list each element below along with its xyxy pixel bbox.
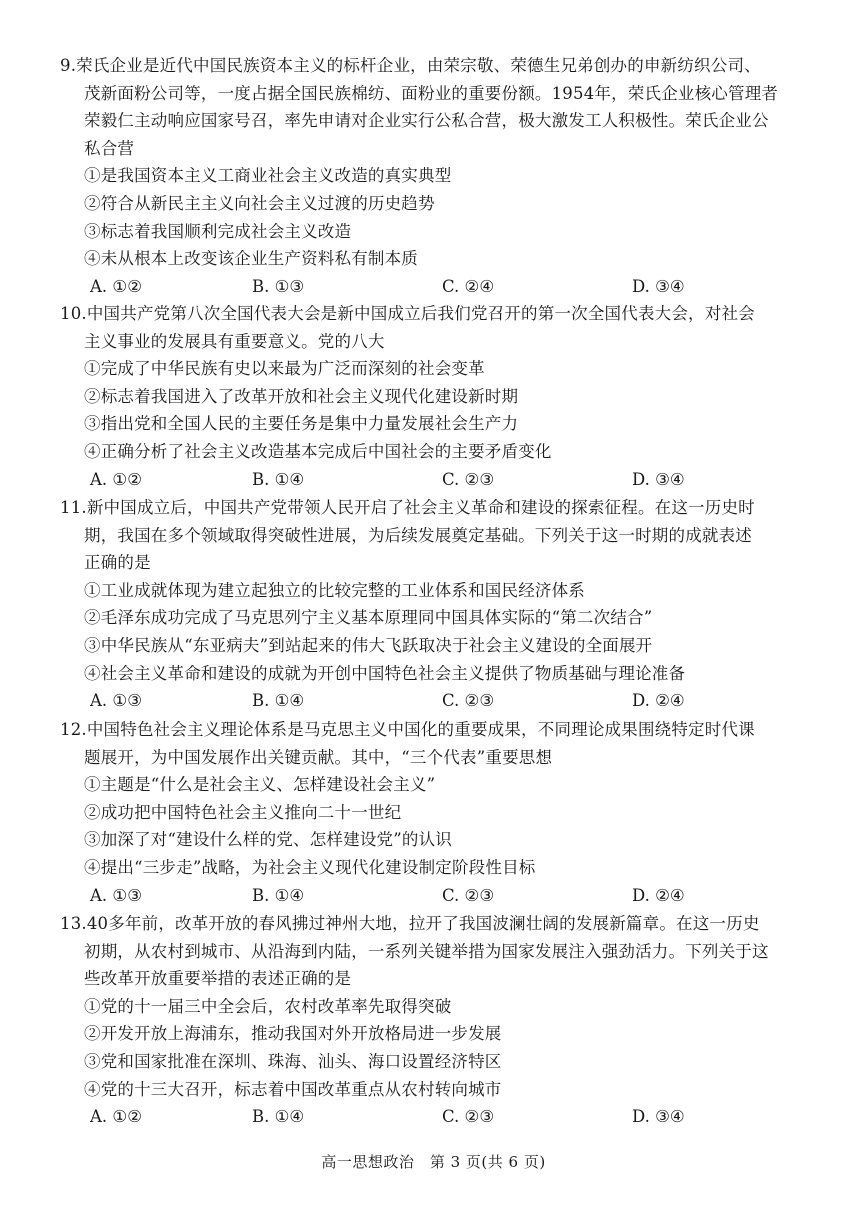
option-c: C. ②③ (442, 691, 495, 711)
answer-options (60, 273, 810, 301)
option-b: B. ①③ (252, 276, 305, 296)
statement-item: ①主题是“什么是社会主义、怎样建设社会主义” (84, 775, 436, 795)
statement-item: ①党的十一届三中全会后，农村改革率先取得突破 (84, 996, 452, 1016)
statement-item: ④社会主义革命和建设的成就为开创中国特色社会主义提供了物质基础与理论准备 (84, 663, 686, 683)
option-d: D. ②④ (632, 691, 685, 711)
statement-item: ②毛泽东成功完成了马克思列宁主义基本原理同中国具体实际的“第二次结合” (84, 608, 653, 628)
option-a: A. ①③ (90, 691, 142, 711)
statement-item: ③中华民族从“东亚病夫”到站起来的伟大飞跃取决于社会主义建设的全面展开 (84, 635, 653, 655)
option-d: D. ③④ (632, 469, 685, 489)
option-c: C. ②③ (442, 1107, 495, 1127)
statement-item: ②成功把中国特色社会主义推向二十一世纪 (84, 802, 402, 822)
option-b: B. ①④ (252, 691, 305, 711)
page-footer: 高一思想政治 第 3 页(共 6 页) (321, 1153, 546, 1171)
option-a: A. ①② (90, 469, 142, 489)
option-d: D. ③④ (632, 1107, 685, 1127)
statement-item: ④未从根本上改变该企业生产资料私有制本质 (84, 249, 418, 269)
statement-item: ③标志着我国顺利完成社会主义改造 (84, 221, 352, 241)
option-b: B. ①④ (252, 885, 305, 905)
question-13 (60, 910, 810, 1131)
question-stem-line: 12.中国特色社会主义理论体系是马克思主义中国化的重要成果，不同理论成果围绕特定时代课 (60, 720, 755, 739)
question-stem-line: 荣毅仁主动响应国家号召，率先申请对企业实行公私合营，极大激发工人积极性。荣氏企业公 (84, 111, 769, 131)
question-11 (60, 494, 810, 715)
answer-options (60, 466, 810, 494)
statement-item: ③加深了对“建设什么样的党、怎样建设党”的认识 (84, 830, 452, 850)
statement-item: ④提出“三步走”战略，为社会主义现代化建设制定阶段性目标 (84, 857, 536, 877)
question-stem-line: 正确的是 (84, 553, 151, 573)
question-12 (60, 716, 810, 909)
statement-item: ②符合从新民主主义向社会主义过渡的历史趋势 (84, 193, 435, 213)
question-stem-line: 茂新面粉公司等，一度占据全国民族棉纺、面粉业的重要份额。1954年，荣氏企业核心管理者 (84, 83, 779, 103)
statement-item: ①是我国资本主义工商业社会主义改造的真实典型 (84, 166, 452, 186)
option-d: D. ③④ (632, 276, 685, 296)
question-stem-line: 私合营 (84, 138, 135, 158)
question-stem-line: 9.荣氏企业是近代中国民族资本主义的标杆企业，由荣宗敬、荣德生兄弟创办的申新纺织公司、 (60, 56, 761, 75)
statement-item: ①工业成就体现为建立起独立的比较完整的工业体系和国民经济体系 (84, 580, 585, 600)
statement-item: ③指出党和全国人民的主要任务是集中力量发展社会生产力 (84, 414, 519, 434)
option-a: A. ①② (90, 276, 142, 296)
answer-options (60, 882, 810, 910)
question-stem-line: 些改革开放重要举措的表述正确的是 (84, 969, 352, 989)
answer-options (60, 1103, 810, 1131)
question-stem-line: 主义事业的发展具有重要意义。党的八大 (84, 331, 385, 351)
statement-item: ②开发开放上海浦东，推动我国对外开放格局进一步发展 (84, 1024, 502, 1044)
answer-options (60, 687, 810, 715)
option-a: A. ①② (90, 1107, 142, 1127)
statement-item: ①完成了中华民族有史以来最为广泛而深刻的社会变革 (84, 359, 485, 379)
statement-item: ③党和国家批准在深圳、珠海、汕头、海口设置经济特区 (84, 1051, 502, 1071)
option-a: A. ①③ (90, 885, 142, 905)
question-stem-line: 10.中国共产党第八次全国代表大会是新中国成立后我们党召开的第一次全国代表大会，对社会 (60, 304, 755, 323)
option-c: C. ②③ (442, 885, 495, 905)
option-c: C. ②④ (442, 276, 495, 296)
question-stem-line: 初期，从农村到城市、从沿海到内陆，一系列关键举措为国家发展注入强劲活力。下列关于这 (84, 941, 769, 961)
question-10 (60, 300, 810, 493)
question-stem-line: 期，我国在多个领域取得突破性进展，为后续发展奠定基础。下列关于这一时期的成就表述 (84, 525, 752, 545)
statement-item: ②标志着我国进入了改革开放和社会主义现代化建设新时期 (84, 386, 519, 406)
option-b: B. ①④ (252, 469, 305, 489)
question-stem-line: 13.40多年前，改革开放的春风拂过神州大地，拉开了我国波澜壮阔的发展新篇章。在这一历史 (60, 914, 760, 933)
question-stem-line: 题展开，为中国发展作出关键贡献。其中，“三个代表”重要思想 (84, 747, 553, 767)
statement-item: ④党的十三大召开，标志着中国改革重点从农村转向城市 (84, 1079, 502, 1099)
statement-item: ④正确分析了社会主义改造基本完成后中国社会的主要矛盾变化 (84, 441, 552, 461)
option-d: D. ②④ (632, 885, 685, 905)
question-stem-line: 11.新中国成立后，中国共产党带领人民开启了社会主义革命和建设的探索征程。在这一历史时 (60, 498, 755, 517)
option-c: C. ②③ (442, 469, 495, 489)
question-9 (60, 52, 810, 300)
option-b: B. ①④ (252, 1107, 305, 1127)
